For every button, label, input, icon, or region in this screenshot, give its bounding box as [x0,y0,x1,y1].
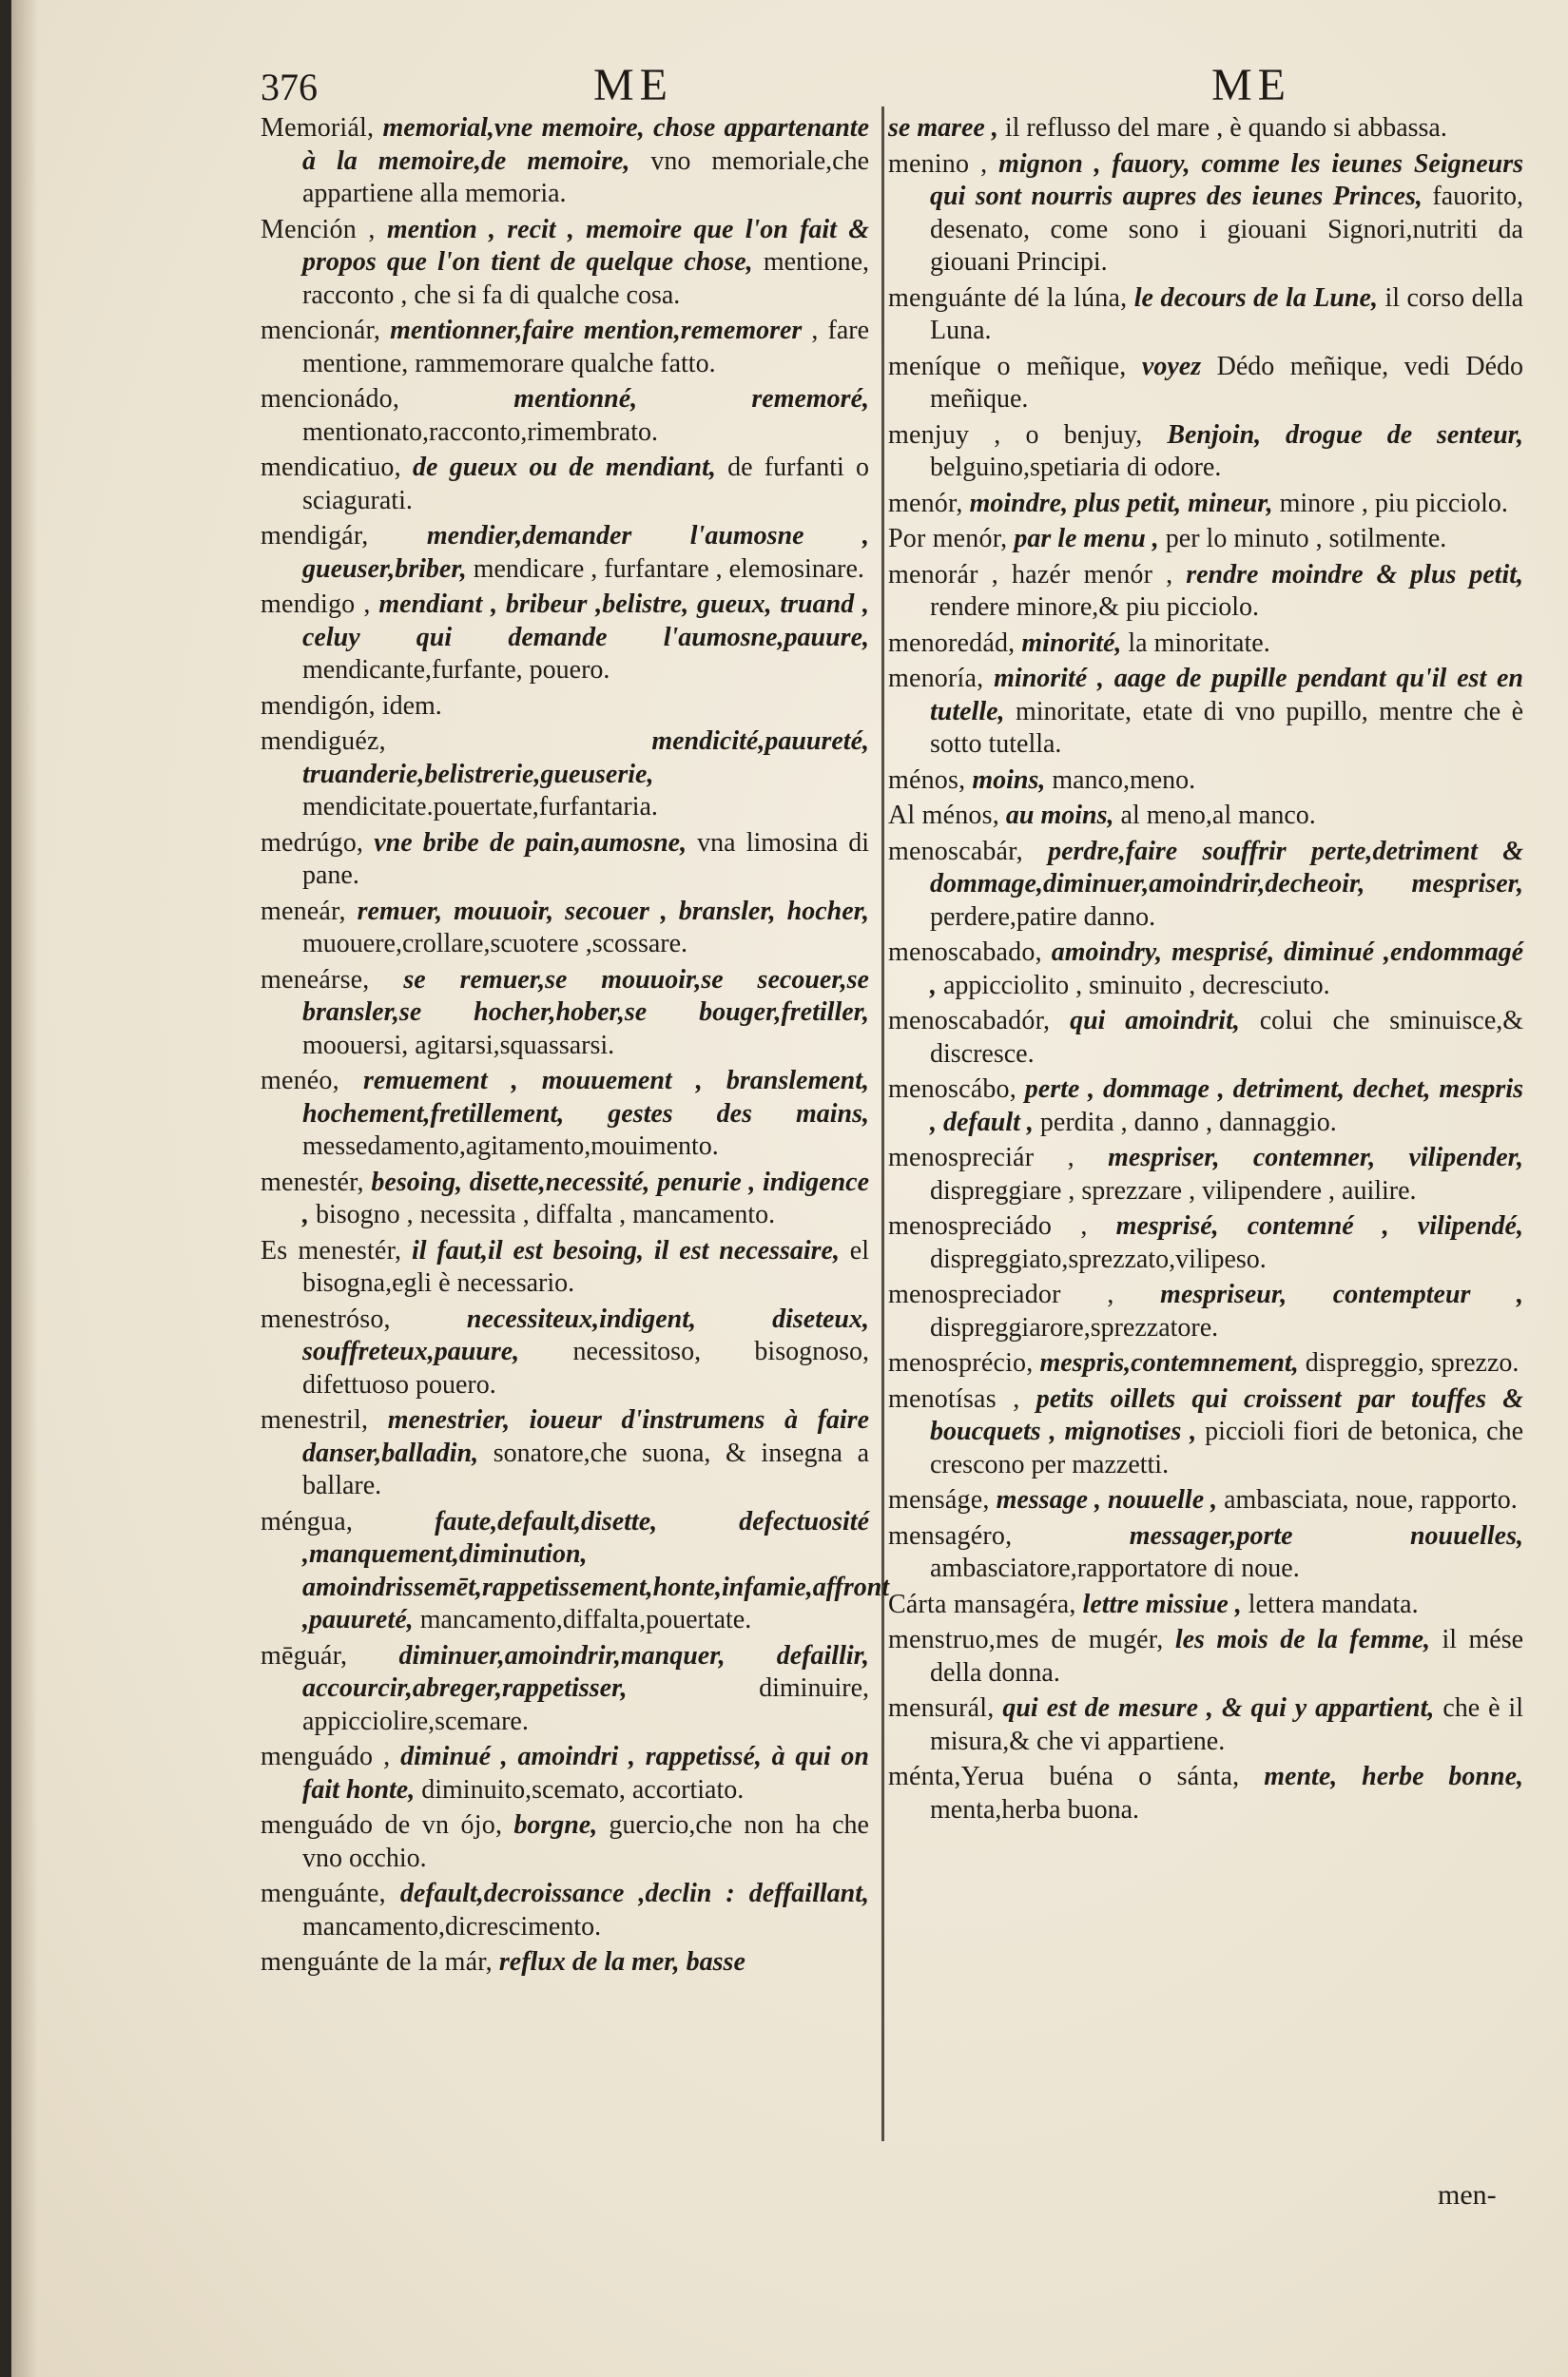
entry-italian: diminuire, appicciolire,scemare. [302,1673,869,1736]
entry-french: de gueux ou de mendiant, [413,453,716,482]
entry-italian: el bisogna,egli è necessario. [302,1235,869,1298]
entry-italian: vna limosina di pane. [302,827,870,890]
entry-headword: menoscábo, [888,1074,1016,1104]
entry-french: mendier,demander l'aumosne , gueuser,briber, [302,521,870,584]
entry-french: default,decroissance ,declin : deffaillant, [399,1879,869,1908]
entry-italian: mentione, racconto , che si fa di qualche cosa. [302,247,870,310]
entry-headword: menstruo,mes de mugér, [888,1625,1164,1654]
right-column [888,112,1523,1829]
dictionary-entry [888,628,1523,661]
entry-italian: mancamento,diffalta,pouertate. [419,1605,752,1634]
dictionary-entry [888,1210,1523,1276]
entry-italian: il corso della Luna. [930,282,1524,345]
dictionary-entry [888,1383,1523,1482]
entry-italian: che è il misura,& che vi appartiene. [930,1693,1523,1756]
entry-headword: menestróso, [261,1304,391,1334]
entry-french: lettre missiue , [1082,1589,1242,1619]
entry-french: mendiant , bribeur ,belistre, gueux, truand , celuy qui demande l'aumosne,pauure, [302,589,869,652]
entry-french: messager,porte nouuelles, [1129,1520,1523,1551]
dictionary-entry [888,112,1523,145]
entry-french: amoindry, mesprisé, diminué ,endommagé , [930,937,1524,1000]
entry-headword: menoscabado, [888,937,1042,967]
entry-french: les mois de la femme, [1174,1625,1431,1654]
entry-french: qui est de mesure , & qui y appartient, [1002,1693,1435,1723]
entry-french: se maree , [888,113,998,143]
entry-french: necessiteux,indigent, diseteux, souffreteux,pauure, [302,1304,870,1366]
entry-headword: mendigár, [261,521,369,551]
entry-headword: menestér, [261,1167,364,1197]
dictionary-entry [888,836,1523,935]
entry-french: se remuer,se mouuoir,se secouer,se bransler,se hocher,hober,se bouger,fretiller, [302,964,869,1027]
dictionary-entry [261,520,869,586]
entry-headword: Es menestér, [261,1235,402,1266]
entry-headword: menospreciádo , [888,1211,1088,1241]
entry-headword: ménta,Yerua buéna o sánta, [888,1762,1240,1791]
dictionary-entry [888,1624,1523,1690]
entry-italian: belguino,spetiaria di odore. [930,453,1222,482]
entry-headword: menguánte, [261,1879,386,1908]
entry-italian: per lo minuto , sotilmente. [1165,524,1447,553]
page-gutter-shadow [11,0,38,2377]
dictionary-entry [261,214,869,313]
entry-headword: menguánte dé la lúna, [888,282,1128,313]
dictionary-entry [888,1347,1523,1381]
entry-headword: menorár , hazér menór , [888,559,1173,589]
entry-headword: medrúgo, [261,827,364,858]
entry-headword: mencionár, [261,316,381,345]
entry-italian: piccioli fiori de betonica, che crescono per mazzetti. [930,1417,1523,1479]
catchword: men- [1438,2179,1497,2211]
entry-headword: menoscabadór, [888,1006,1051,1035]
entry-italian: dispreggio, sprezzo. [1305,1348,1520,1378]
entry-italian: diminuito,scemato, accortiato. [421,1774,745,1805]
entry-headword: menoría, [888,664,984,693]
entry-italian: il mése della donna. [930,1625,1524,1688]
entry-italian: sonatore,che suona, & insegna a ballare. [302,1438,869,1500]
entry-headword: mendiguéz, [261,726,386,756]
entry-headword: menguánte de la már, [261,1947,493,1977]
dictionary-entry [261,725,869,824]
entry-italian: menta,herba buona. [930,1794,1140,1825]
entry-italian: ambasciata, noue, rapporto. [1224,1485,1518,1515]
entry-french: minorité, [1021,628,1122,658]
entry-french: mespriser, contemner, vilipender, [1108,1143,1523,1172]
entry-italian: messedamento,agitamento,mouimento. [302,1131,719,1161]
dictionary-entry [888,351,1523,416]
left-column [261,112,890,1982]
dictionary-entry [888,282,1523,348]
entry-french: perdre,faire souffrir perte,detriment & dommage,diminuer,amoindrir,decheoir, mespriser, [930,836,1523,899]
entry-italian: idem. [381,690,442,721]
entry-french: petits oillets qui croissent par touffes & boucquets , mignotises , [930,1383,1524,1446]
entry-french: diminuer,amoindrir,manquer, defaillir, accourcir,abreger,rappetisser, [302,1640,869,1703]
dictionary-entry [261,1065,869,1164]
dictionary-entry [261,896,869,961]
entry-italian: fauorito, desenato, come sono i giouani Signori,nutriti da giouani Principi. [930,182,1524,277]
entry-french: voyez [1141,351,1202,381]
entry-italian: il reflusso del mare , è quando si abbassa. [1004,113,1447,143]
entry-french: remuement , mouuement , branslement, hochement,fretillement, gestes des mains, [302,1066,870,1129]
entry-italian: perdere,patire danno. [930,901,1156,932]
entry-italian: lettera mandata. [1248,1589,1419,1619]
entry-headword: mendicatiuo, [261,453,401,482]
entry-italian: rendere minore,& piu picciolo. [930,592,1259,622]
entry-italian: dispreggiare , sprezzare , vilipendere , auilire. [930,1175,1417,1206]
dictionary-entry [888,1073,1523,1139]
dictionary-entry [261,690,869,724]
entry-headword: Memoriál, [261,113,375,143]
entry-headword: menosprécio, [888,1348,1034,1378]
entry-french: par le menu , [1014,524,1159,553]
running-head-right: ME [1211,60,1291,110]
dictionary-entry [888,1761,1523,1826]
entry-italian: la minoritate. [1128,628,1270,658]
entry-headword: menór, [888,488,963,518]
dictionary-entry [888,1692,1523,1758]
entry-french: message , nouuelle , [996,1485,1218,1515]
entry-italian: mendicare , furfantare , elemosinare. [473,553,864,584]
dictionary-entry [888,148,1523,280]
entry-headword: Al ménos, [888,801,999,830]
dictionary-entry [888,523,1523,556]
entry-headword: mendigo , [261,589,371,619]
entry-headword: meneár, [261,896,346,926]
dictionary-entry [261,1809,869,1875]
entry-headword: Por menór, [888,524,1008,553]
entry-italian: mendicitate.pouertate,furfantaria. [302,792,658,821]
entry-italian: ambasciatore,rapportatore di noue. [930,1554,1300,1583]
entry-french: besoing, disette,necessité, penurie , indigence , [302,1167,870,1229]
dictionary-entry [261,827,869,893]
entry-italian: minore , piu picciolo. [1279,488,1508,518]
dictionary-entry [888,1484,1523,1517]
dictionary-entry [888,1279,1523,1344]
entry-italian: perdita , danno , dannaggio. [1039,1107,1337,1137]
entry-french: Benjoin, drogue de senteur, [1167,419,1523,450]
dictionary-entry [888,559,1523,625]
dictionary-entry [888,764,1523,798]
entry-italian: muouere,crollare,scuotere ,scossare. [302,929,688,958]
entry-italian: mendicante,furfante, pouero. [302,655,610,685]
entry-headword: menino , [888,148,988,179]
entry-french: perte , dommage , detriment, dechet, mespris , default , [930,1074,1523,1137]
entry-french: minorité , aage de pupille pendant qu'il est en tutelle, [930,664,1524,726]
column-divider [881,106,884,2141]
dictionary-page [11,0,1568,2377]
entry-french: moins, [972,764,1046,795]
entry-headword: mendigón, [261,690,376,721]
entry-headword: méngua, [261,1506,354,1536]
entry-french: au moins, [1005,801,1114,830]
entry-italian: bisogno , necessita , diffalta , mancamento. [316,1200,776,1229]
entry-french: mendicité,pauureté, truanderie,belistrerie,gueuserie, [302,726,869,789]
dictionary-entry [261,1304,869,1402]
entry-italian: dispreggiarore,sprezzatore. [930,1312,1219,1343]
entry-french: mignon , fauory, comme les ieunes Seigneurs qui sont nourris aupres des ieunes Princes, [930,148,1523,211]
dictionary-entry [888,1005,1523,1071]
entry-italian: guercio,che non ha che vno occhio. [302,1810,869,1873]
dictionary-entry [261,964,869,1063]
dictionary-entry [261,1640,869,1739]
entry-headword: menságe, [888,1485,990,1515]
entry-french: remuer, mouuoir, secouer , bransler, hocher, [357,896,869,926]
entry-italian: vno memoriale,che appartiene alla memoria. [302,145,870,208]
entry-italian: necessitoso, bisognoso, difettuoso pouero. [302,1337,870,1400]
dictionary-entry [261,112,869,211]
entry-headword: meneárse, [261,964,370,995]
entry-italian: minoritate, etate di vno pupillo, mentre che è sotto tutella. [930,696,1524,759]
dictionary-entry [261,452,869,517]
entry-french: reflux de la mer, basse [498,1947,745,1977]
entry-italian: manco,meno. [1052,764,1196,795]
entry-headword: menestril, [261,1405,369,1435]
entry-french: le decours de la Lune, [1133,282,1378,313]
entry-headword: menoredád, [888,628,1016,658]
entry-headword: mensurál, [888,1693,995,1723]
dictionary-entry [261,1404,869,1503]
dictionary-entry [888,488,1523,521]
dictionary-entry [261,1741,869,1807]
entry-french: vne bribe de pain,aumosne, [374,827,687,858]
entry-french: mesprisé, contemné , vilipendé, [1115,1211,1523,1241]
entry-french: mentionné, rememoré, [513,384,869,414]
entry-headword: menéo, [261,1066,339,1095]
entry-headword: menospreciador , [888,1280,1114,1309]
entry-french: memorial,vne memoire, chose appartenante à la memoire,de memoire, [302,113,869,176]
entry-headword: menguádo de vn ójo, [261,1810,503,1840]
dictionary-entry [888,419,1523,485]
dictionary-entry [888,800,1523,833]
entry-headword: menjuy , o benjuy, [888,419,1143,450]
entry-headword: menoscabár, [888,836,1023,866]
dictionary-entry [261,1167,869,1232]
entry-headword: mēguár, [261,1640,348,1671]
entry-headword: menotísas , [888,1383,1020,1414]
entry-italian: , fare mentione, rammemorare qualche fatto. [302,316,869,378]
dictionary-entry [261,315,869,380]
entry-headword: meníque o meñique, [888,351,1127,381]
entry-french: mente, herbe bonne, [1264,1762,1523,1791]
entry-french: moindre, plus petit, mineur, [969,488,1273,518]
entry-french: borgne, [513,1810,598,1840]
dictionary-entry [261,1878,869,1943]
entry-headword: ménos, [888,764,966,795]
dictionary-entry [261,589,869,687]
dictionary-entry [888,1589,1523,1622]
entry-italian: Dédo meñique, vedi Dédo meñique. [930,351,1524,414]
entry-italian: de furfanti o sciagurati. [302,453,869,515]
entry-headword: mensagéro, [888,1520,1013,1551]
dictionary-entry [888,1520,1523,1586]
entry-french: qui amoindrit, [1070,1006,1240,1035]
entry-italian: appicciolito , sminuito , decresciuto. [943,970,1330,1000]
entry-french: faute,default,disette, defectuosité ,manquement,diminution, amoindrissemēt,rappetissement,honte,infamie,affront ,pauureté, [302,1506,890,1634]
entry-headword: Mención , [261,214,376,244]
entry-headword: menospreciár , [888,1143,1074,1172]
dictionary-entry [261,1506,890,1637]
entry-italian: mancamento,dicrescimento. [302,1911,602,1942]
dictionary-entry [261,1235,869,1301]
entry-headword: Cárta mansagéra, [888,1589,1076,1619]
page-number: 376 [261,66,318,108]
entry-french: mention , recit , memoire que l'on fait & propos que l'on tient de quelque chose, [302,214,870,277]
entry-italian: dispreggiato,sprezzato,vilipeso. [930,1244,1267,1274]
dictionary-entry [888,1142,1523,1208]
dictionary-entry [261,383,869,449]
dictionary-entry [261,1946,869,1980]
dictionary-entry [888,663,1523,762]
entry-french: rendre moindre & plus petit, [1186,559,1524,589]
entry-italian: moouersi, agitarsi,squassarsi. [302,1030,615,1060]
entry-italian: mentionato,racconto,rimembrato. [302,416,658,447]
entry-italian: al meno,al manco. [1120,801,1316,830]
entry-french: diminué , amoindri , rappetissé, à qui on fait honte, [302,1742,869,1805]
entry-french: il faut,il est besoing, il est necessaire, [412,1235,840,1266]
entry-french: mespris,contemnement, [1039,1348,1299,1378]
page-header [11,59,1568,116]
entry-french: mentionner,faire mention,rememorer [390,316,803,345]
entry-italian: colui che sminuisce,& discresce. [930,1006,1524,1069]
entry-french: mespriseur, contempteur , [1160,1280,1524,1309]
dictionary-entry [888,937,1523,1002]
running-head-left: ME [593,60,673,110]
entry-french: menestrier, ioueur d'instrumens à faire danser,balladin, [302,1405,870,1468]
entry-headword: menguádo , [261,1742,391,1771]
entry-headword: mencionádo, [261,384,400,414]
